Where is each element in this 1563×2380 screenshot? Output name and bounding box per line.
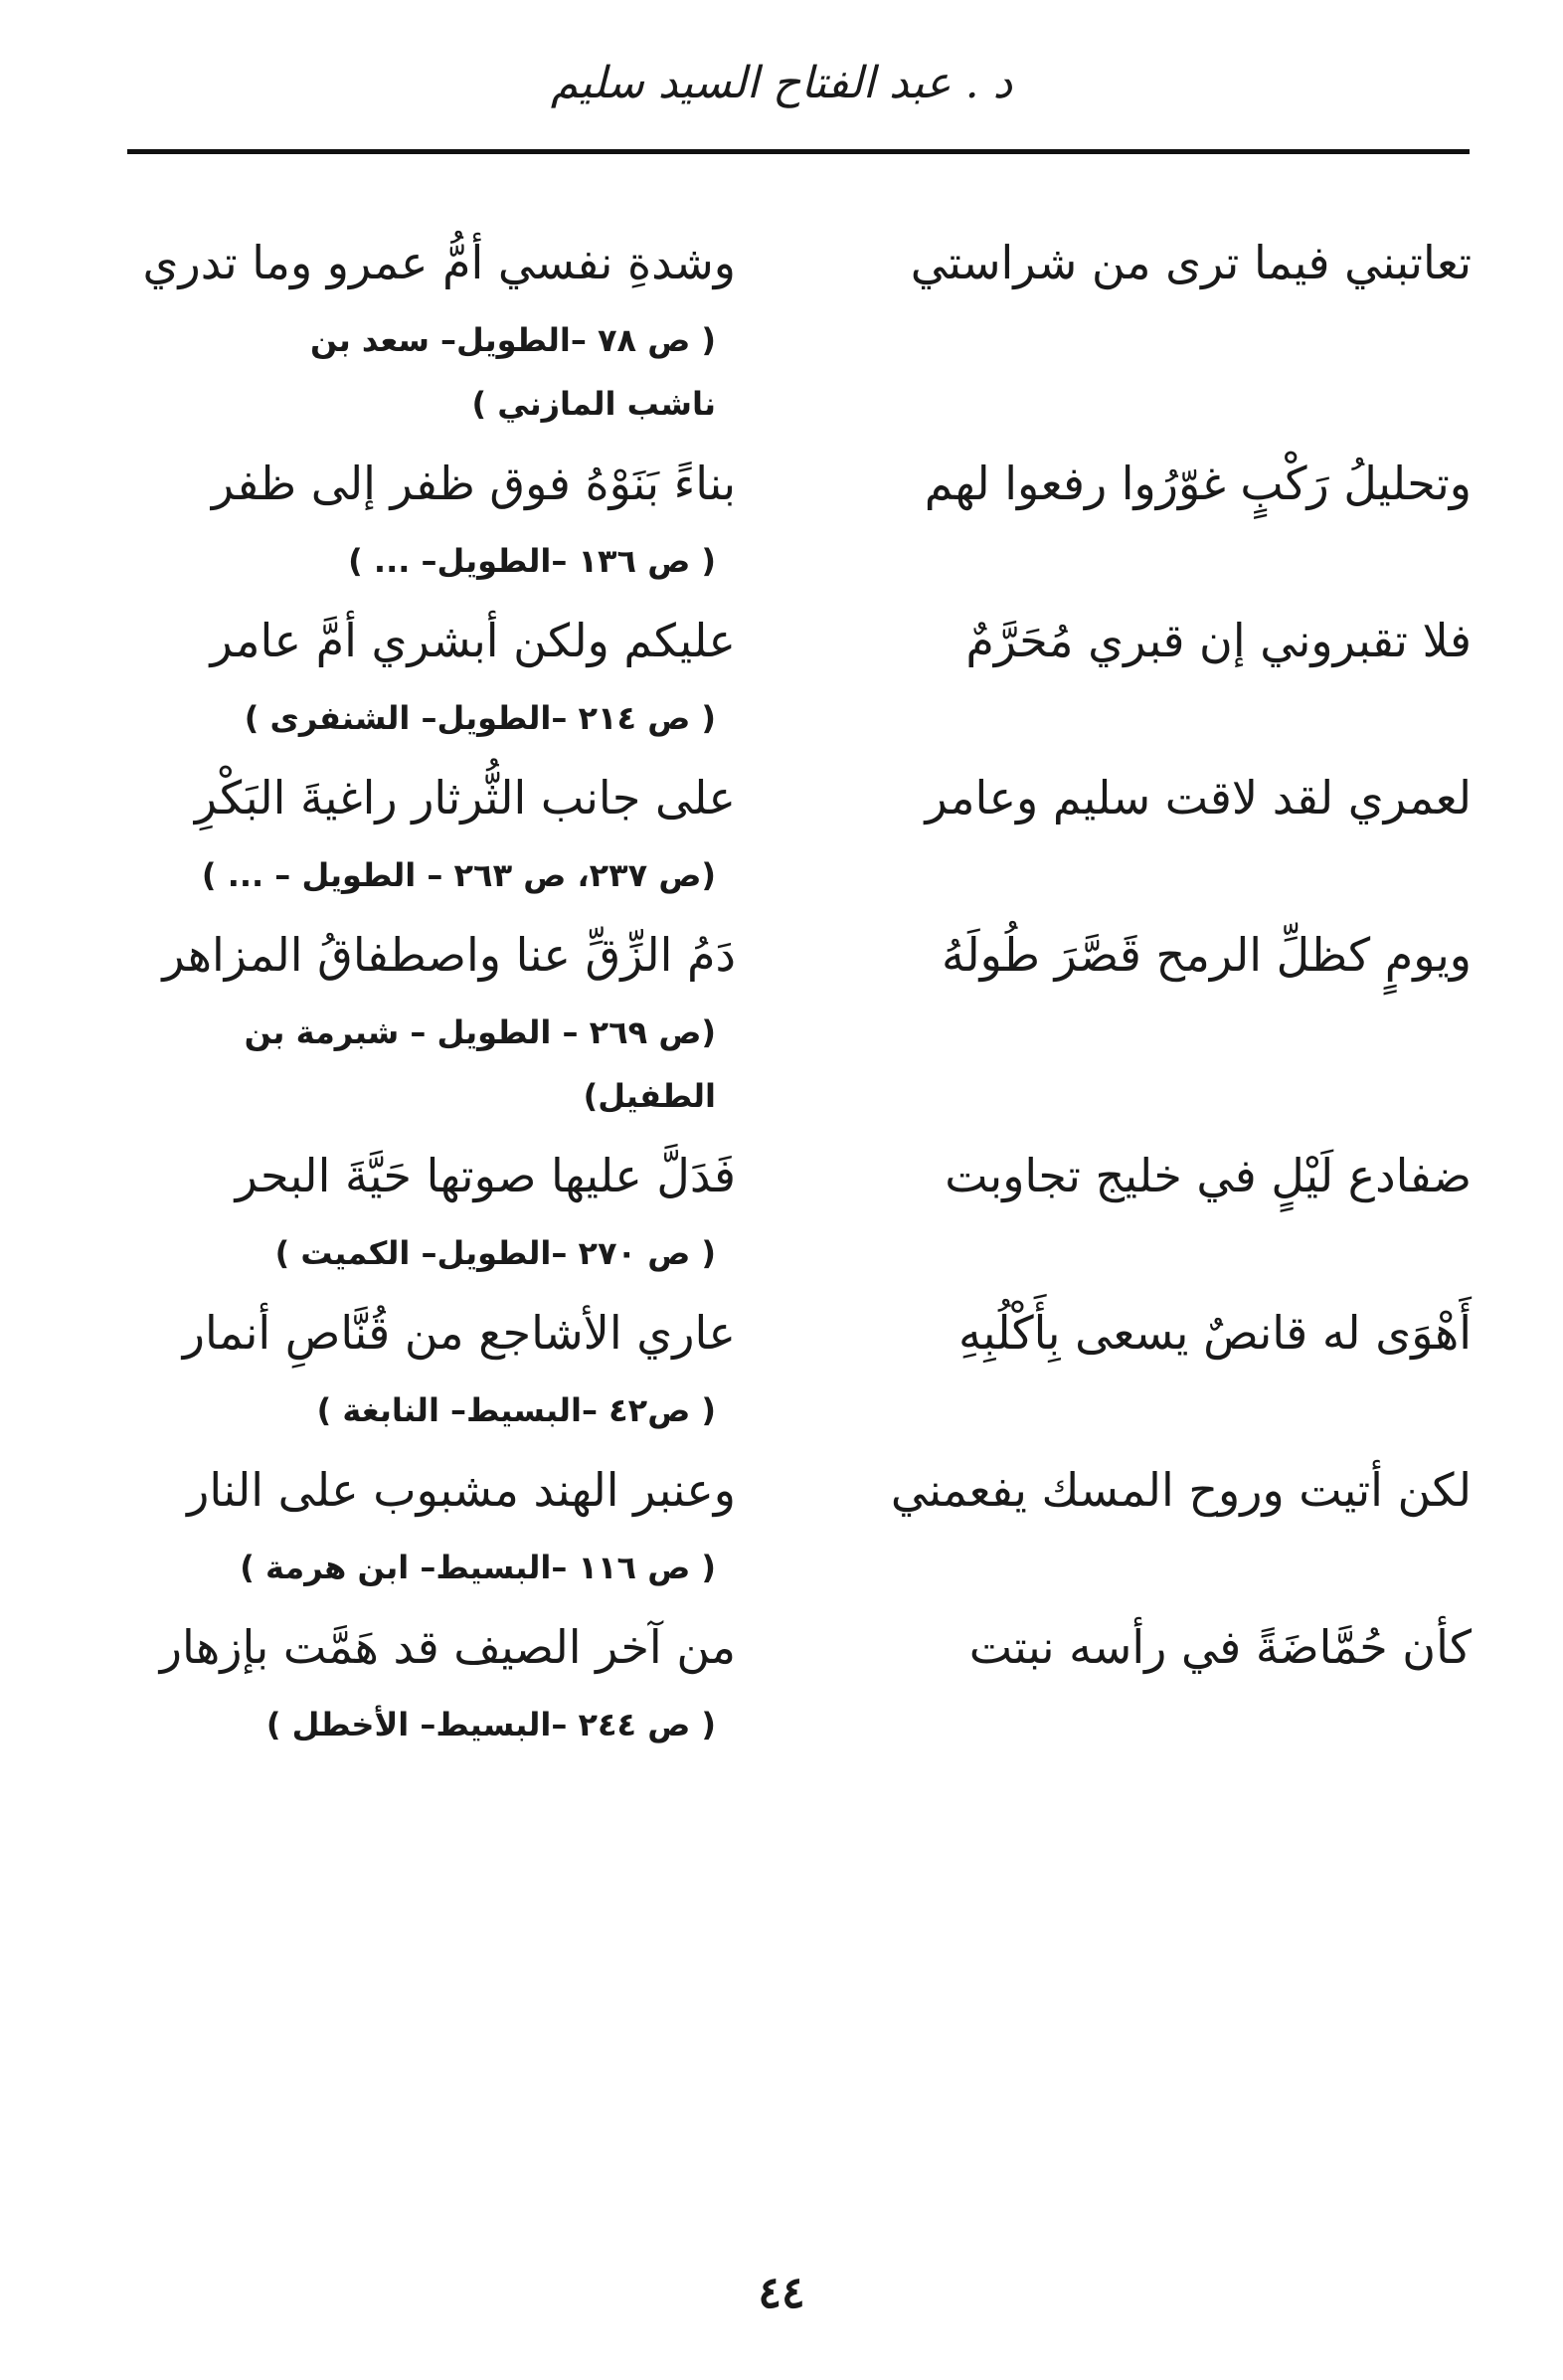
verse-entry [119,909,1472,1130]
verse-line [119,1287,1472,1378]
first-hemistich: وتحليلُ رَكْبٍ غوّرُوا رفعوا لهم [924,457,1472,510]
verse-entry [119,1601,1472,1758]
verse-line [119,909,1472,1001]
first-hemistich: ويومٍ كظلِّ الرمح قَصَّرَ طُولَهُ [941,928,1472,982]
second-hemistich: دَمُ الزِّقِّ عنا واصطفاقُ المزاهر [162,928,736,982]
verse-entry [119,1444,1472,1601]
first-hemistich: لعمري لقد لاقت سليم وعامر [925,771,1472,824]
first-hemistich: ضفادع لَيْلٍ في خليج تجاوبت [945,1149,1472,1202]
verse-line [119,595,1472,686]
citation-line: ( ص ١١٦ –البسيط– ابن هرمة ) [240,1549,716,1586]
verse-spacer [119,1756,1472,1758]
page-number: ٤٤ [758,2268,805,2318]
verse-entry [119,217,1472,438]
verse-list [119,217,1472,1758]
citation-line: ( ص ٢١٤ –الطويل– الشنفرى ) [244,699,716,737]
citation-line: ( ص ٢٤٤ –البسيط– الأخطل ) [265,1706,716,1743]
page-header [0,58,1563,108]
first-hemistich: لكن أتيت وروح المسك يفعمني [890,1463,1472,1517]
verse-line [119,752,1472,843]
verse-line [119,1444,1472,1536]
author-name: د . عبد الفتاح السيد سليم [550,58,1013,108]
second-hemistich: فَدَلَّ عليها صوتها حَيَّةَ البحر [235,1149,736,1202]
second-hemistich: عاري الأشاجع من قُنَّاصِ أنمار [182,1306,736,1360]
first-hemistich: أَهْوَى له قانصٌ يسعى بِأَكْلُبِهِ [958,1306,1472,1360]
citation-line: ( ص ٢٧٠ –الطويل– الكميت ) [274,1234,716,1272]
second-hemistich: بناءً بَنَوْهُ فوق ظفر إلى ظفر [211,457,736,510]
citation-line: ناشب المازني ) [471,385,716,423]
citation-line: (ص ٢٣٧، ص ٢٦٣ – الطويل – ... ) [201,856,716,894]
verse-entry [119,752,1472,909]
verse-line [119,438,1472,529]
second-hemistich: عليكم ولكن أبشري أمَّ عامر [210,614,736,667]
citation-line: ( ص ٧٨ –الطويل– سعد بن [309,321,716,359]
first-hemistich: فلا تقبروني إن قبري مُحَرَّمٌ [965,614,1472,667]
second-hemistich: من آخر الصيف قد هَمَّت بإزهار [159,1620,736,1674]
second-hemistich: على جانب الثُّرثار راغيةَ البَكْرِ [194,771,736,824]
verse-entry [119,1287,1472,1444]
second-hemistich: وعنبر الهند مشبوب على النار [187,1463,736,1517]
verse-entry [119,595,1472,752]
first-hemistich: تعاتبني فيما ترى من شراستي [910,236,1472,289]
first-hemistich: كأن حُمَّاضَةً في رأسه نبتت [968,1620,1472,1674]
citation-line: (ص ٢٦٩ – الطويل – شبرمة بن الطفيل) [244,1013,716,1115]
verse-line [119,1130,1472,1221]
verse-line [119,1601,1472,1693]
verse-line [119,217,1472,308]
verse-entry [119,438,1472,595]
header-rule [127,149,1470,154]
citation-line: ( ص٤٢ –البسيط– النابغة ) [316,1391,716,1429]
second-hemistich: وشدةِ نفسي أمُّ عمرو وما تدري [142,236,736,289]
verse-entry [119,1130,1472,1287]
citation-line: ( ص ١٣٦ –الطويل– ... ) [348,542,716,580]
